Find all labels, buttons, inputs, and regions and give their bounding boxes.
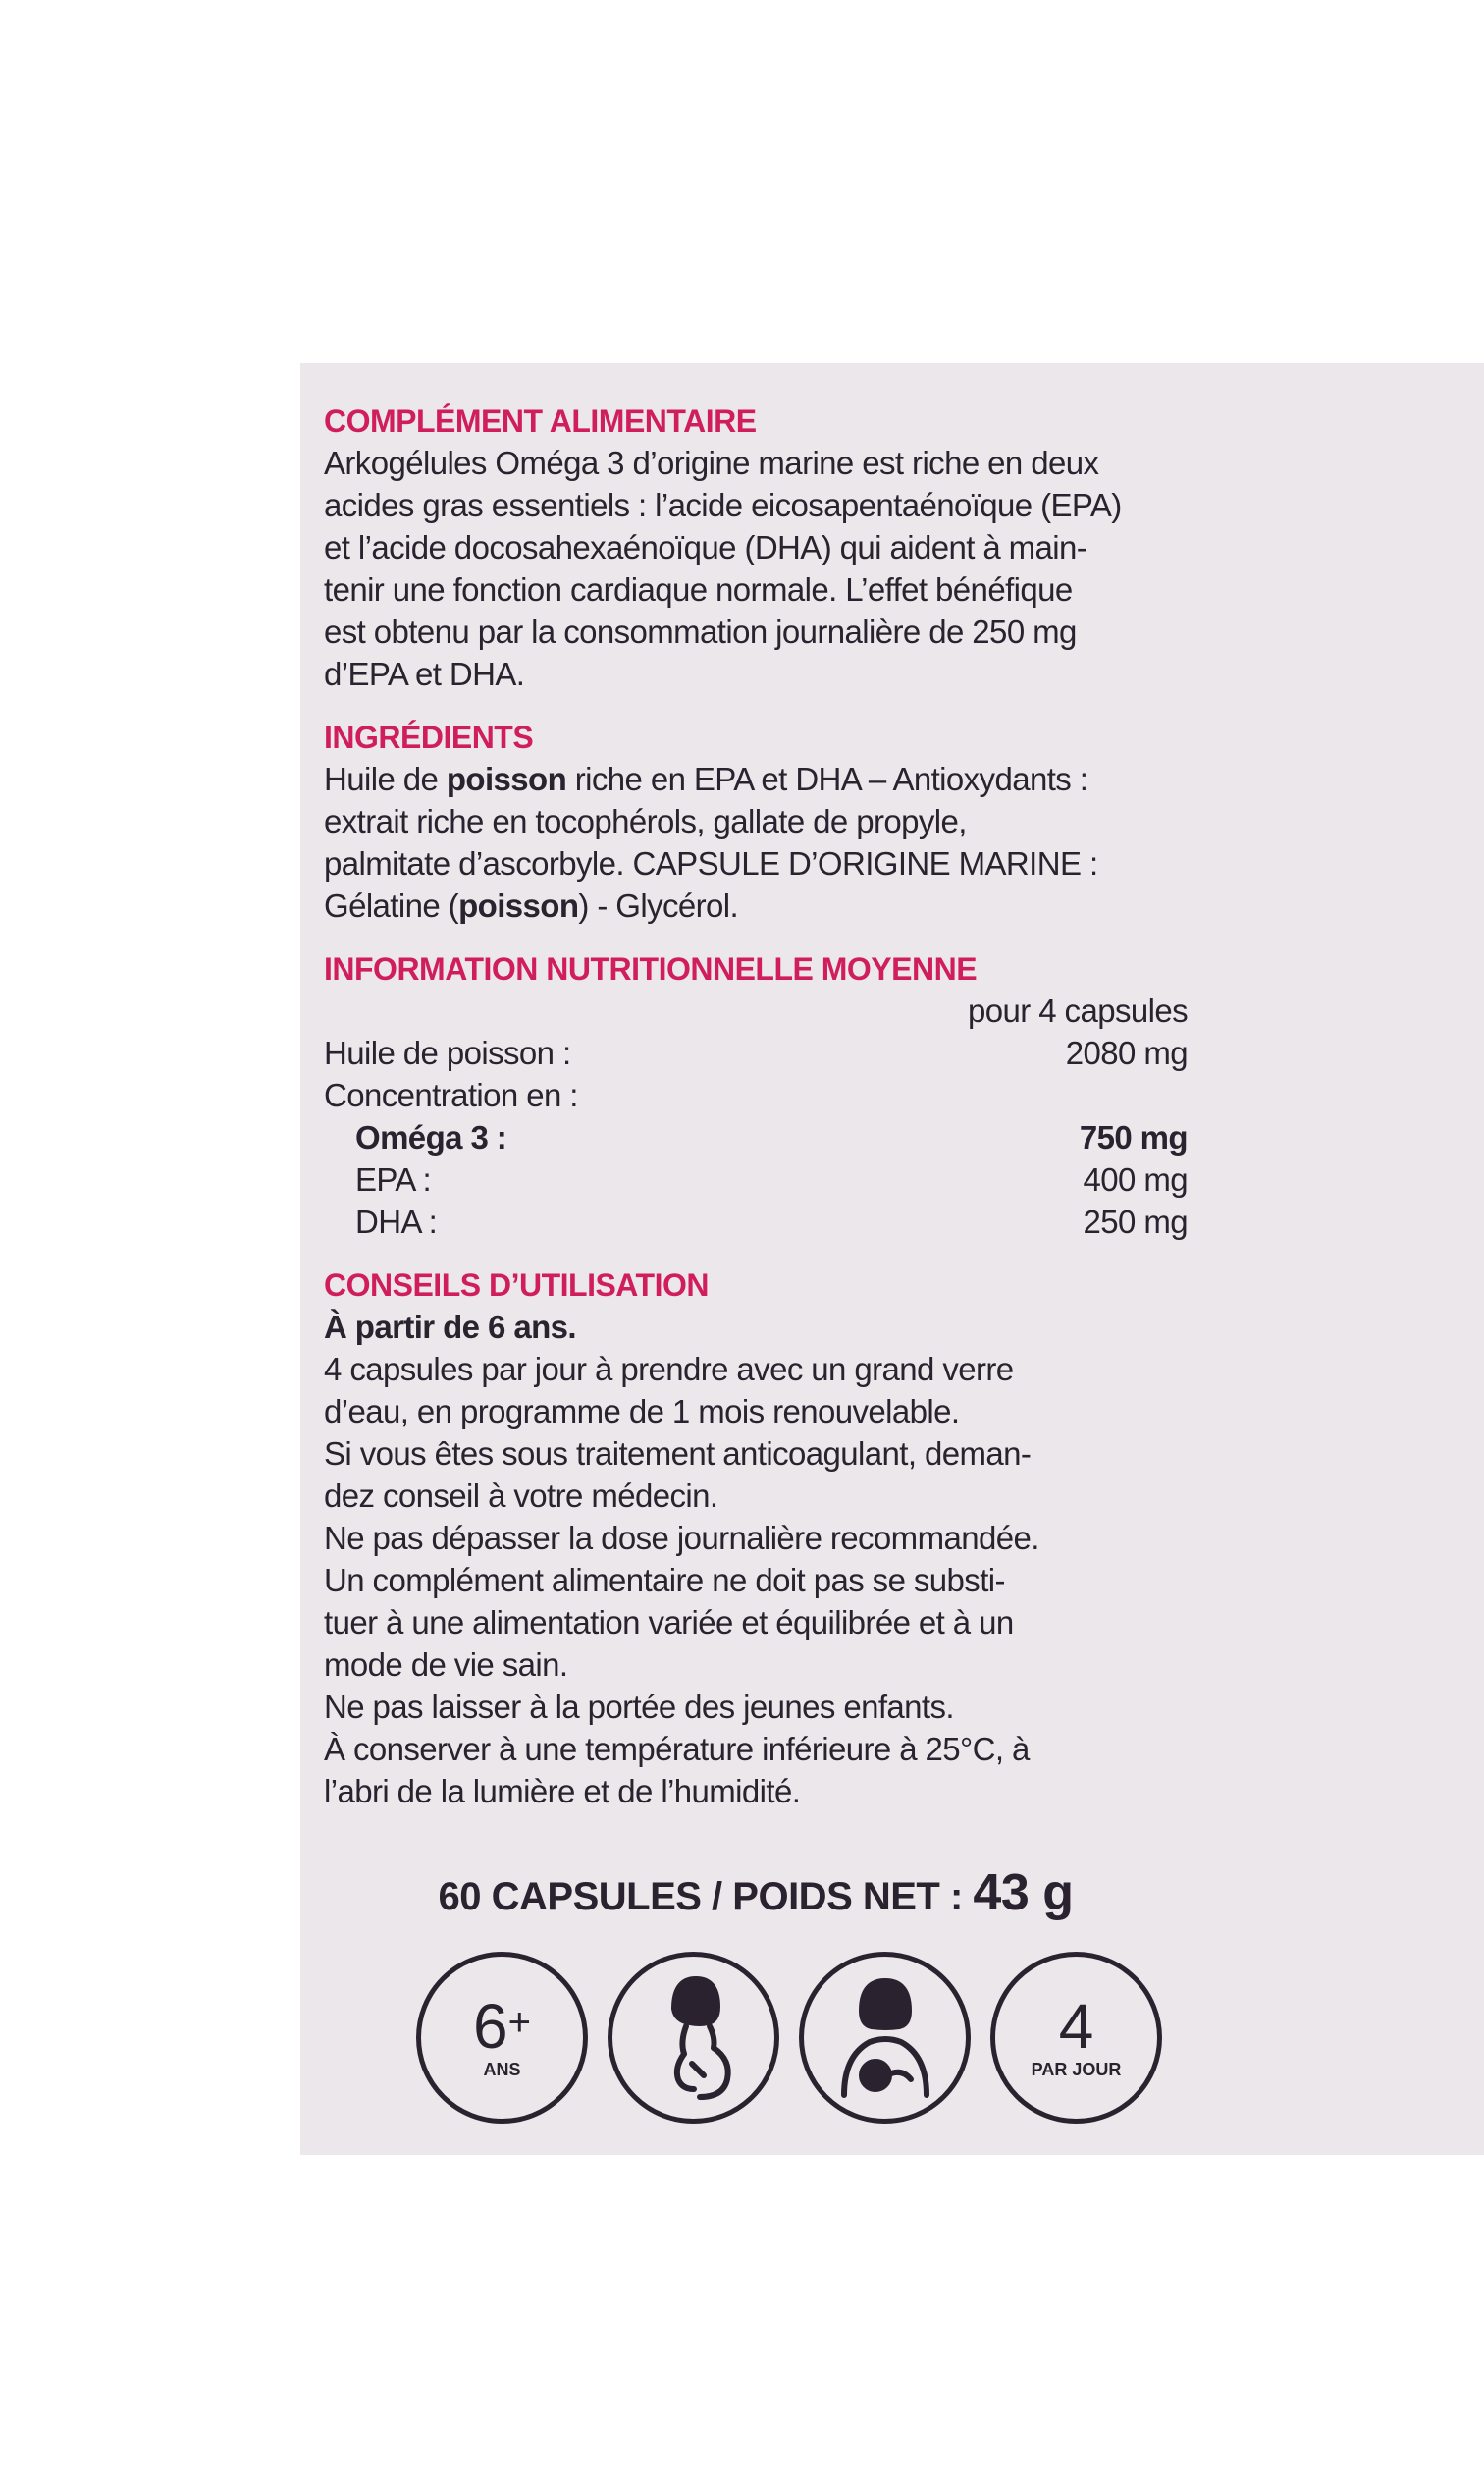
four-per-day-icon	[990, 1952, 1162, 2124]
age-label: ANS	[483, 2060, 521, 2079]
conseils-line: tuer à une alimentation variée et équilibrée et à un	[324, 1604, 1014, 1640]
conseils-line: d’eau, en programme de 1 mois renouvelable.	[324, 1393, 960, 1429]
complement-line: et l’acide docosahexaénoïque (DHA) qui aident à main-	[324, 529, 1087, 565]
heading-ingredients: INGRÉDIENTS	[324, 720, 534, 755]
ingredients-line	[324, 758, 1188, 800]
age-6-plus-icon	[416, 1952, 588, 2124]
section-conseils	[324, 1264, 1188, 1812]
nutrition-per: pour 4 capsules	[968, 993, 1188, 1029]
breastfeeding-woman-icon	[826, 1969, 944, 2107]
ingredients-line: palmitate d’ascorbyle. CAPSULE D’ORIGINE MARINE :	[324, 845, 1098, 882]
complement-line: d’EPA et DHA.	[324, 656, 525, 692]
pictogram-row	[416, 1952, 1188, 2124]
nutrition-label: Huile de poisson :	[324, 1035, 571, 1071]
nutrition-row	[324, 1074, 1188, 1116]
ingredients-text: Gélatine (	[324, 887, 459, 924]
allergen-poisson: poisson	[446, 761, 567, 797]
nutrition-per-header	[324, 990, 1188, 1032]
nutrition-label: DHA :	[355, 1204, 438, 1240]
nutrition-row	[324, 1032, 1188, 1074]
conseils-line: mode de vie sain.	[324, 1646, 568, 1683]
conseils-age: À partir de 6 ans.	[324, 1309, 576, 1345]
complement-line: tenir une fonction cardiaque normale. L’effet bénéfique	[324, 571, 1073, 608]
conseils-line: Si vous êtes sous traitement anticoagulant, deman-	[324, 1435, 1032, 1472]
nutrition-value: 750 mg	[1079, 1119, 1188, 1156]
net-weight-value: 43 g	[973, 1864, 1074, 1921]
label-text-column	[324, 401, 1188, 2124]
heading-complement: COMPLÉMENT ALIMENTAIRE	[324, 403, 757, 439]
age-number: 6	[473, 1991, 508, 2062]
conseils-line: Ne pas dépasser la dose journalière recommandée.	[324, 1520, 1039, 1556]
complement-line: acides gras essentiels : l’acide eicosapentaénoïque (EPA)	[324, 487, 1122, 523]
pregnant-woman-icon	[635, 1969, 753, 2107]
nutrition-value: 250 mg	[1083, 1204, 1188, 1240]
section-ingredients	[324, 717, 1188, 927]
ingredients-text: riche en EPA et DHA – Antioxydants :	[566, 761, 1088, 797]
ingredients-text: Huile de	[324, 761, 447, 797]
product-label-panel	[300, 363, 1484, 2155]
allergen-poisson: poisson	[458, 887, 579, 924]
conseils-line: dez conseil à votre médecin.	[324, 1478, 718, 1514]
ingredients-line: extrait riche en tocophérols, gallate de propyle,	[324, 803, 967, 839]
nutrition-label: Concentration en :	[324, 1077, 578, 1113]
nutrition-label: Oméga 3 :	[355, 1119, 507, 1156]
ingredients-line	[324, 885, 1188, 927]
nutrition-label: EPA :	[355, 1161, 432, 1198]
heading-conseils: CONSEILS D’UTILISATION	[324, 1267, 709, 1303]
nutrition-row	[324, 1116, 1188, 1158]
nutrition-value: 2080 mg	[1065, 1035, 1188, 1071]
dose-number: 4	[1058, 1991, 1094, 2062]
nutrition-value: 400 mg	[1083, 1161, 1188, 1198]
nutrition-row	[324, 1201, 1188, 1243]
no-breastfeeding-icon	[799, 1952, 971, 2124]
net-weight-text: 60 CAPSULES / POIDS NET :	[438, 1875, 974, 1918]
section-complement	[324, 401, 1188, 695]
conseils-line: Un complément alimentaire ne doit pas se substi-	[324, 1562, 1005, 1598]
no-pregnant-woman-icon	[608, 1952, 779, 2124]
conseils-line: 4 capsules par jour à prendre avec un grand verre	[324, 1351, 1014, 1387]
complement-line: est obtenu par la consommation journalière de 250 mg	[324, 614, 1077, 650]
dose-label: PAR JOUR	[1031, 2060, 1122, 2079]
complement-line: Arkogélules Oméga 3 d’origine marine est riche en deux	[324, 445, 1099, 481]
ingredients-text: ) - Glycérol.	[578, 887, 739, 924]
heading-nutrition: INFORMATION NUTRITIONNELLE MOYENNE	[324, 951, 978, 987]
net-weight	[324, 1863, 1188, 1922]
conseils-line: l’abri de la lumière et de l’humidité.	[324, 1773, 801, 1809]
conseils-line: À conserver à une température inférieure à 25°C, à	[324, 1731, 1030, 1767]
age-plus: +	[507, 2001, 531, 2044]
section-nutrition	[324, 948, 1188, 1243]
conseils-line: Ne pas laisser à la portée des jeunes enfants.	[324, 1689, 954, 1725]
nutrition-row	[324, 1158, 1188, 1201]
